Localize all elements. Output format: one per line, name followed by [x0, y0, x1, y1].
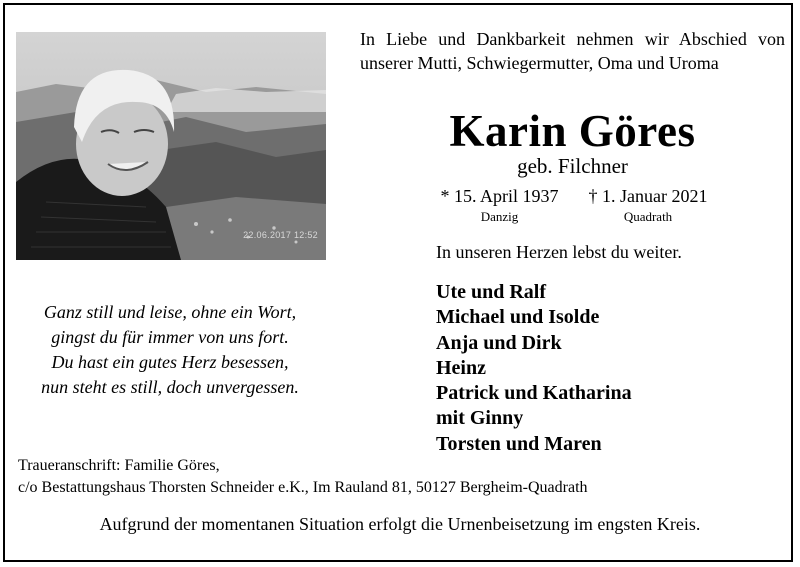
poem-line: Du hast ein gutes Herz besessen, [51, 352, 289, 372]
mourner-name: Torsten und Maren [436, 432, 602, 455]
life-dates [432, 184, 772, 230]
poem-line: Ganz still und leise, ohne ein Wort, [43, 302, 297, 322]
mourner-name: Ute und Ralf [436, 281, 547, 303]
birth-info [432, 184, 567, 226]
address-line-1: Traueranschrift: Familie Göres, [18, 457, 220, 474]
mourner-name: Anja und Dirk [436, 331, 562, 354]
intro-text: In Liebe und Dankbarkeit nehmen wir Abschied von unserer Mutti, Schwiegermutter, Oma und Uroma [360, 29, 785, 73]
address-line-2: c/o Bestattungshaus Thorsten Schneider e.K., Im Rauland 81, 50127 Bergheim-Quadrath [18, 479, 588, 496]
mourners-list [436, 280, 632, 457]
death-info [578, 184, 718, 226]
mourning-address [18, 455, 778, 499]
mourner-name: Patrick und Katharina [436, 382, 632, 405]
mourner-name: Heinz [436, 356, 486, 379]
death-place: Quadrath [623, 209, 673, 224]
maiden-name: geb. Filchner [517, 154, 628, 178]
photo-timestamp: 22.06.2017 12:52 [243, 230, 318, 240]
mourner-name: Michael und Isolde [436, 306, 600, 329]
poem [20, 300, 320, 400]
deceased-name: Karin Göres [449, 106, 696, 156]
death-date: † 1. Januar 2021 [588, 186, 708, 206]
birth-place: Danzig [480, 209, 519, 224]
portrait-photo [16, 32, 326, 260]
poem-line: gingst du für immer von uns fort. [51, 327, 289, 347]
burial-note: Aufgrund der momentanen Situation erfolgt die Urnenbeisetzung im engsten Kreis. [99, 514, 701, 534]
poem-line: nun steht es still, doch unvergessen. [41, 377, 299, 397]
birth-date: * 15. April 1937 [440, 186, 559, 206]
memorial-line: In unseren Herzen lebst du weiter. [436, 242, 682, 262]
mourner-name: mit Ginny [436, 407, 524, 430]
